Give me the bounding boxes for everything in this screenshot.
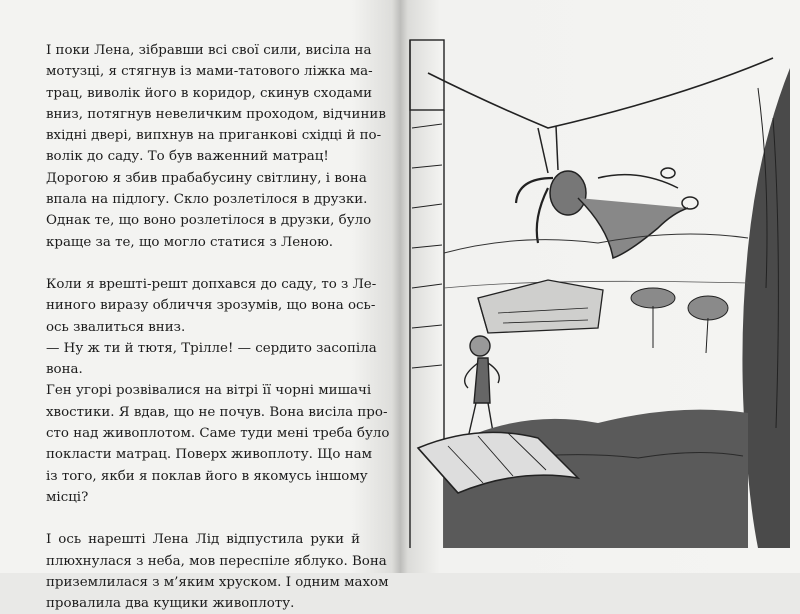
paragraph — [46, 380, 390, 508]
text-line: трац, виволік його в коридор, скинув сходами — [46, 85, 373, 101]
hanging-girl-icon — [516, 126, 698, 258]
paragraph — [46, 40, 386, 168]
text-line: — Ну ж ти й тютя, Трілле! — сердито засопіла — [46, 340, 377, 356]
sketch-illustration-icon — [398, 28, 790, 548]
text-line: Коли я врешті-решт допхався до саду, то з Ле- — [46, 276, 377, 292]
paragraph — [46, 168, 372, 253]
story-text — [46, 40, 390, 614]
text-line: впала на підлогу. Скло розлетілося в друзки. — [46, 192, 368, 208]
text-line: краще за те, що могло статися з Леною. — [46, 234, 334, 250]
text-line: приземлилася з м’яким хруском. І одним махом — [46, 574, 389, 590]
left-page — [0, 0, 400, 612]
text-line: провалила два кущики живоплоту. — [46, 596, 295, 612]
paragraph — [46, 338, 377, 381]
text-line: вхідні двері, випхнув на приганкові східці й по- — [46, 128, 382, 144]
paragraph-gap — [46, 253, 360, 274]
text-line: ось звалиться вниз. — [46, 319, 186, 335]
rope-icon — [428, 58, 773, 128]
text-line: покласти матрац. Поверх живоплоту. Що нам — [46, 447, 373, 463]
window-frame-icon — [410, 40, 444, 110]
text-line: сто над живоплотом. Саме туди мені треба було — [46, 426, 390, 442]
text-line: із того, якби я поклав його в якомусь іншому — [46, 468, 368, 484]
text-line: вниз, потягнув невеличким проходом, відчинив — [46, 106, 386, 122]
text-line: І поки Лена, зібравши всі свої сили, висіла на — [46, 43, 372, 58]
text-line: Ген угорі розвівалися на вітрі її чорні мишачі — [46, 383, 372, 399]
barn-icon — [478, 280, 603, 333]
text-line: місці? — [46, 489, 89, 505]
text-line: Однак те, що воно розлетілося в друзки, було — [46, 213, 372, 229]
text-line: ниного виразу обличчя зрозумів, що вона ось- — [46, 298, 376, 314]
tree-trunk-icon — [742, 68, 790, 548]
bush-icon-2 — [688, 296, 728, 320]
text-line: волік до саду. То був важенний матрац! — [46, 149, 329, 165]
boy-figure-icon — [465, 336, 500, 438]
text-line: Дорогою я збив прабабусину світлину, і вона — [46, 170, 367, 186]
paragraph — [46, 529, 389, 614]
text-line: мотузці, я стягнув із мами-татового ліжка ма- — [46, 64, 373, 80]
paragraph — [46, 274, 377, 338]
text-line: вона. — [46, 362, 83, 378]
text-line: І ось нарешті Лена Лід відпустила руки й — [46, 532, 360, 548]
bush-icon — [631, 288, 675, 308]
text-line: плюхнулася з неба, мов переспіле яблуко. Вона — [46, 553, 387, 569]
paragraph-gap — [46, 508, 360, 529]
text-line: хвостики. Я вдав, що не почув. Вона висіла про- — [46, 404, 388, 420]
